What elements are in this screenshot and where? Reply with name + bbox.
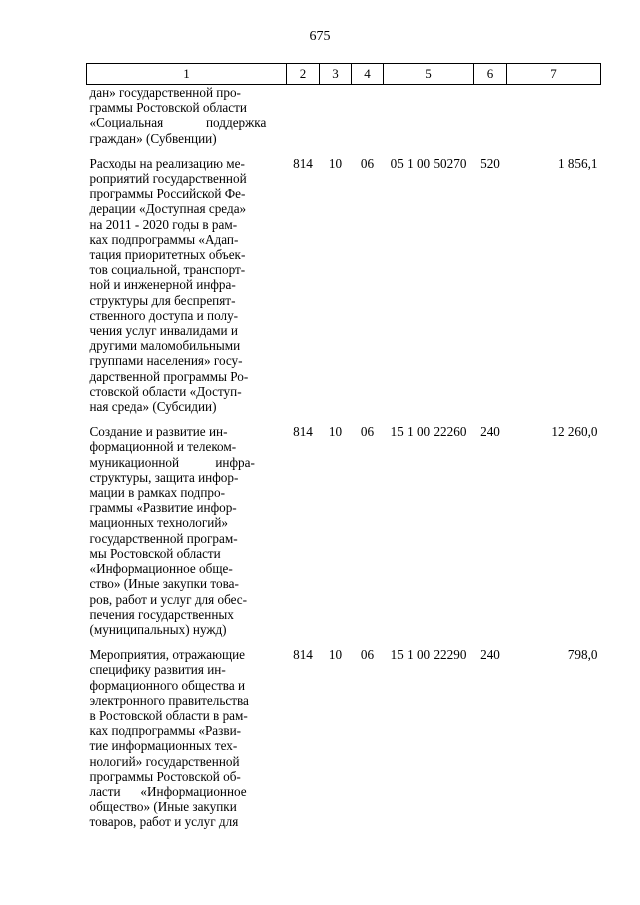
row-description: дан» государственной про- граммы Ростовской области «Социальная поддержка граждан» (Субвенции) [89, 85, 267, 146]
row-col-2: 814 [293, 155, 313, 171]
table-row [87, 424, 601, 647]
header-col-3: 3 [320, 64, 352, 85]
table-row [87, 85, 601, 156]
page-number: 675 [309, 29, 331, 44]
row-col-6: 240 [480, 647, 500, 663]
row-col-4 [352, 85, 384, 156]
row-description: Расходы на реализацию ме- роприятий государственной программы Российской Фе- дерации «Доступная среда» на 2011 - 2020 годы в рам- ках подпрограммы «Адап- тация приоритетных объек- тов социальной, транспорт- ной и инженерной инфра- структуры для беспрепят- ственного доступа и полу- чения услуг инвалидами и другими маломобильными группами населения» госу- дарственной программы Ро- стовской области «Доступ- ная среда» (Субсидии) [89, 155, 249, 415]
header-col-2: 2 [287, 64, 320, 85]
row-col-7: 798,0 [567, 647, 598, 663]
header-col-4: 4 [352, 64, 384, 85]
row-col-3 [320, 85, 352, 156]
row-col-5: 15 1 00 22260 [390, 424, 467, 440]
row-col-6 [474, 85, 507, 156]
row-col-3: 10 [328, 155, 343, 171]
row-col-2: 814 [293, 424, 313, 440]
row-col-7 [507, 85, 601, 156]
header-row [87, 64, 601, 85]
row-col-2: 814 [293, 647, 313, 663]
row-col-6: 520 [480, 155, 500, 171]
header-col-5: 5 [384, 64, 474, 85]
row-col-3: 10 [328, 424, 343, 440]
row-col-7: 12 260,0 [551, 424, 598, 440]
row-col-6: 240 [480, 424, 500, 440]
row-col-4: 06 [360, 647, 375, 663]
row-col-3: 10 [328, 647, 343, 663]
row-col-5: 05 1 00 50270 [390, 155, 467, 171]
budget-table [86, 63, 601, 840]
header-col-7: 7 [507, 64, 601, 85]
row-description: Мероприятия, отражающие специфику развития ин- формационного общества и электронного правительства в Ростовской области в рам- ках подпрограммы «Разви- тие информационных тех- нологий» государственной программы Ростовской об- ласти «Информационное общество» (Иные закупки товаров, работ и услуг для [89, 647, 249, 830]
row-col-2 [287, 85, 320, 156]
row-col-4: 06 [360, 424, 375, 440]
row-description: Создание и развитие ин- формационной и телеком- муникационной инфра- структуры, защита инфор- мации в рамках подпро- граммы «Развитие инфор- мационных технологий» государственной програм- мы Ростовской области «Информационное обще- ство» (Иные закупки това- ров, работ и услуг для обес- печения государственных (муниципальных) нужд) [89, 424, 255, 637]
row-col-5: 15 1 00 22290 [390, 647, 467, 663]
table-row [87, 156, 601, 424]
row-col-5 [384, 85, 474, 156]
row-col-7: 1 856,1 [557, 155, 598, 171]
table-row [87, 647, 601, 839]
header-col-1: 1 [87, 64, 287, 85]
header-col-6: 6 [474, 64, 507, 85]
row-col-4: 06 [360, 155, 375, 171]
